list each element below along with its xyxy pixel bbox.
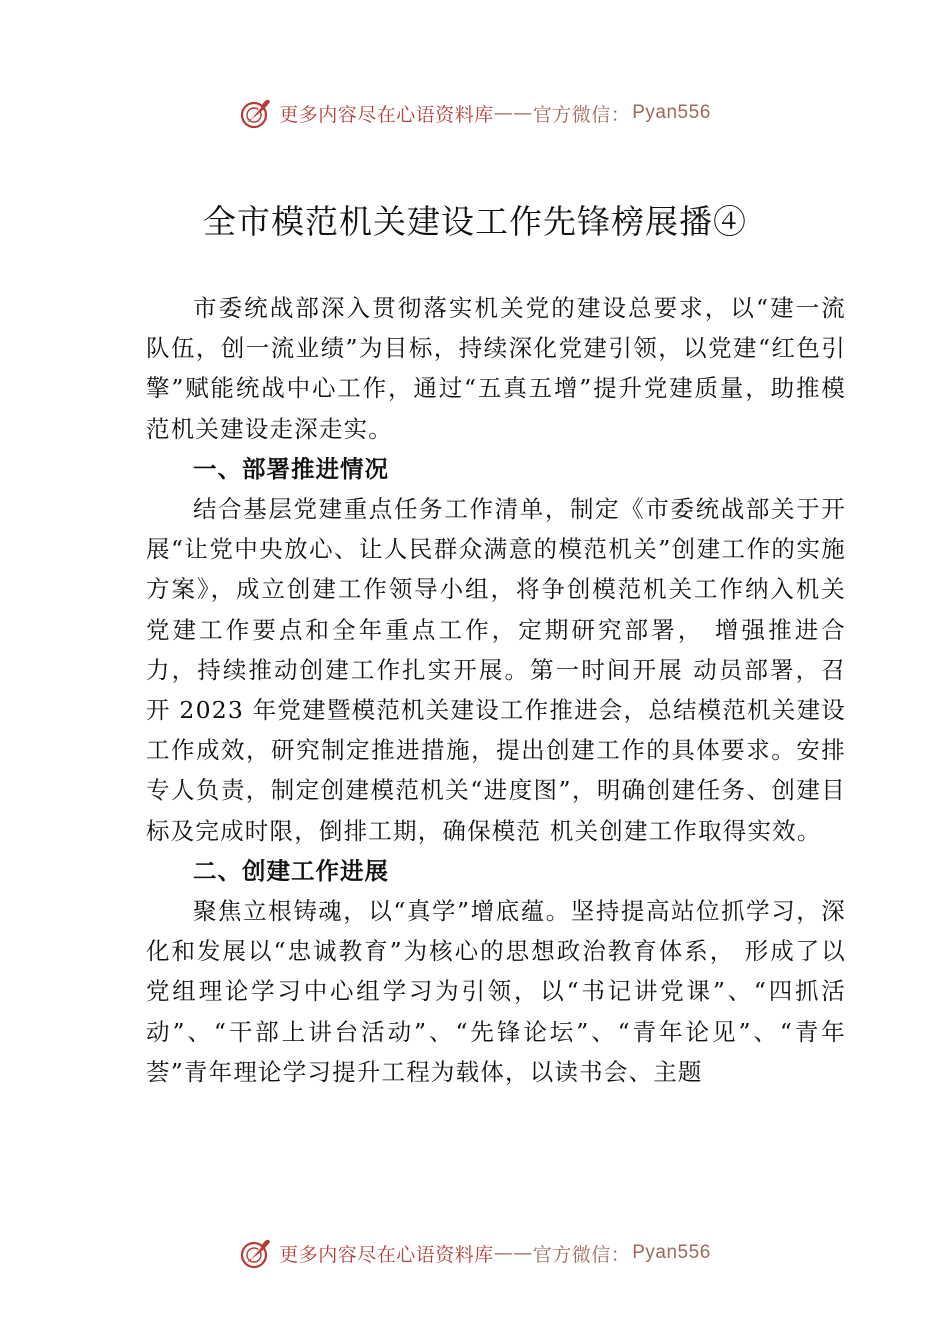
section-heading: 二、创建工作进展 [193, 856, 389, 885]
watermark-footer [0, 1236, 950, 1270]
section-paragraph: 聚焦立根铸魂，以“真学”增底蕴。坚持提高站位抓学习，深化和发展以“忠诚教育”为核心的思想政治教育体系， 形成了以党组理论学习中心组学习为引领，以“书记讲党课”、“四抓活动”、“干部上讲台活动”、“先锋论坛”、“青年论见”、“青年荟”青年理论学习提升工程为载体，以读书会、主题 [146, 897, 846, 1086]
watermark-dash: —— [493, 1242, 533, 1264]
watermark-wechat-id: Pyan556 [632, 1242, 711, 1263]
quill-logo-icon [239, 96, 273, 130]
watermark-header [0, 96, 950, 130]
section-heading: 一、部署推进情况 [193, 454, 389, 483]
watermark-wechat-id: Pyan556 [632, 102, 711, 123]
section-paragraph: 结合基层党建重点任务工作清单，制定《市委统战部关于开展“让党中央放心、让人民群众满意的模范机关”创建工作的实施方案》，成立创建工作领导小组，将争创模范机关工作纳入机关党建工作要点和全年重点工作，定期研究部署， 增强推进合力，持续推动创建工作扎实开展。第一时间开展 动员部署，召开 2023 年党建暨模范机关建设工作推进会，总结模范机关建设工作成效，研究制定推进措施，提出创建工作的具体要求。安排专人负责，制定创建模范机关“进度图”，明确创建任务、创建目标及完成时限，倒排工期，确保模范 机关创建工作取得实效。 [146, 495, 846, 845]
document-body [146, 288, 846, 1092]
watermark-wechat-label: 官方微信： [532, 103, 631, 126]
intro-paragraph: 市委统战部深入贯彻落实机关党的建设总要求，以“建一流队伍，创一流业绩”为目标，持续深化党建引领，以党建“红色引擎”赋能统战中心工作，通过“五真五增”提升党建质量，助推模范机关建设走深走实。 [146, 294, 846, 443]
watermark-wechat-label: 官方微信： [532, 1243, 631, 1266]
watermark-dash: —— [493, 102, 533, 124]
watermark-brand: 更多内容尽在心语资料库 [279, 1243, 494, 1266]
document-title: 全市模范机关建设工作先锋榜展播④ [203, 202, 747, 241]
watermark-brand: 更多内容尽在心语资料库 [279, 103, 494, 126]
quill-logo-icon [239, 1236, 273, 1270]
